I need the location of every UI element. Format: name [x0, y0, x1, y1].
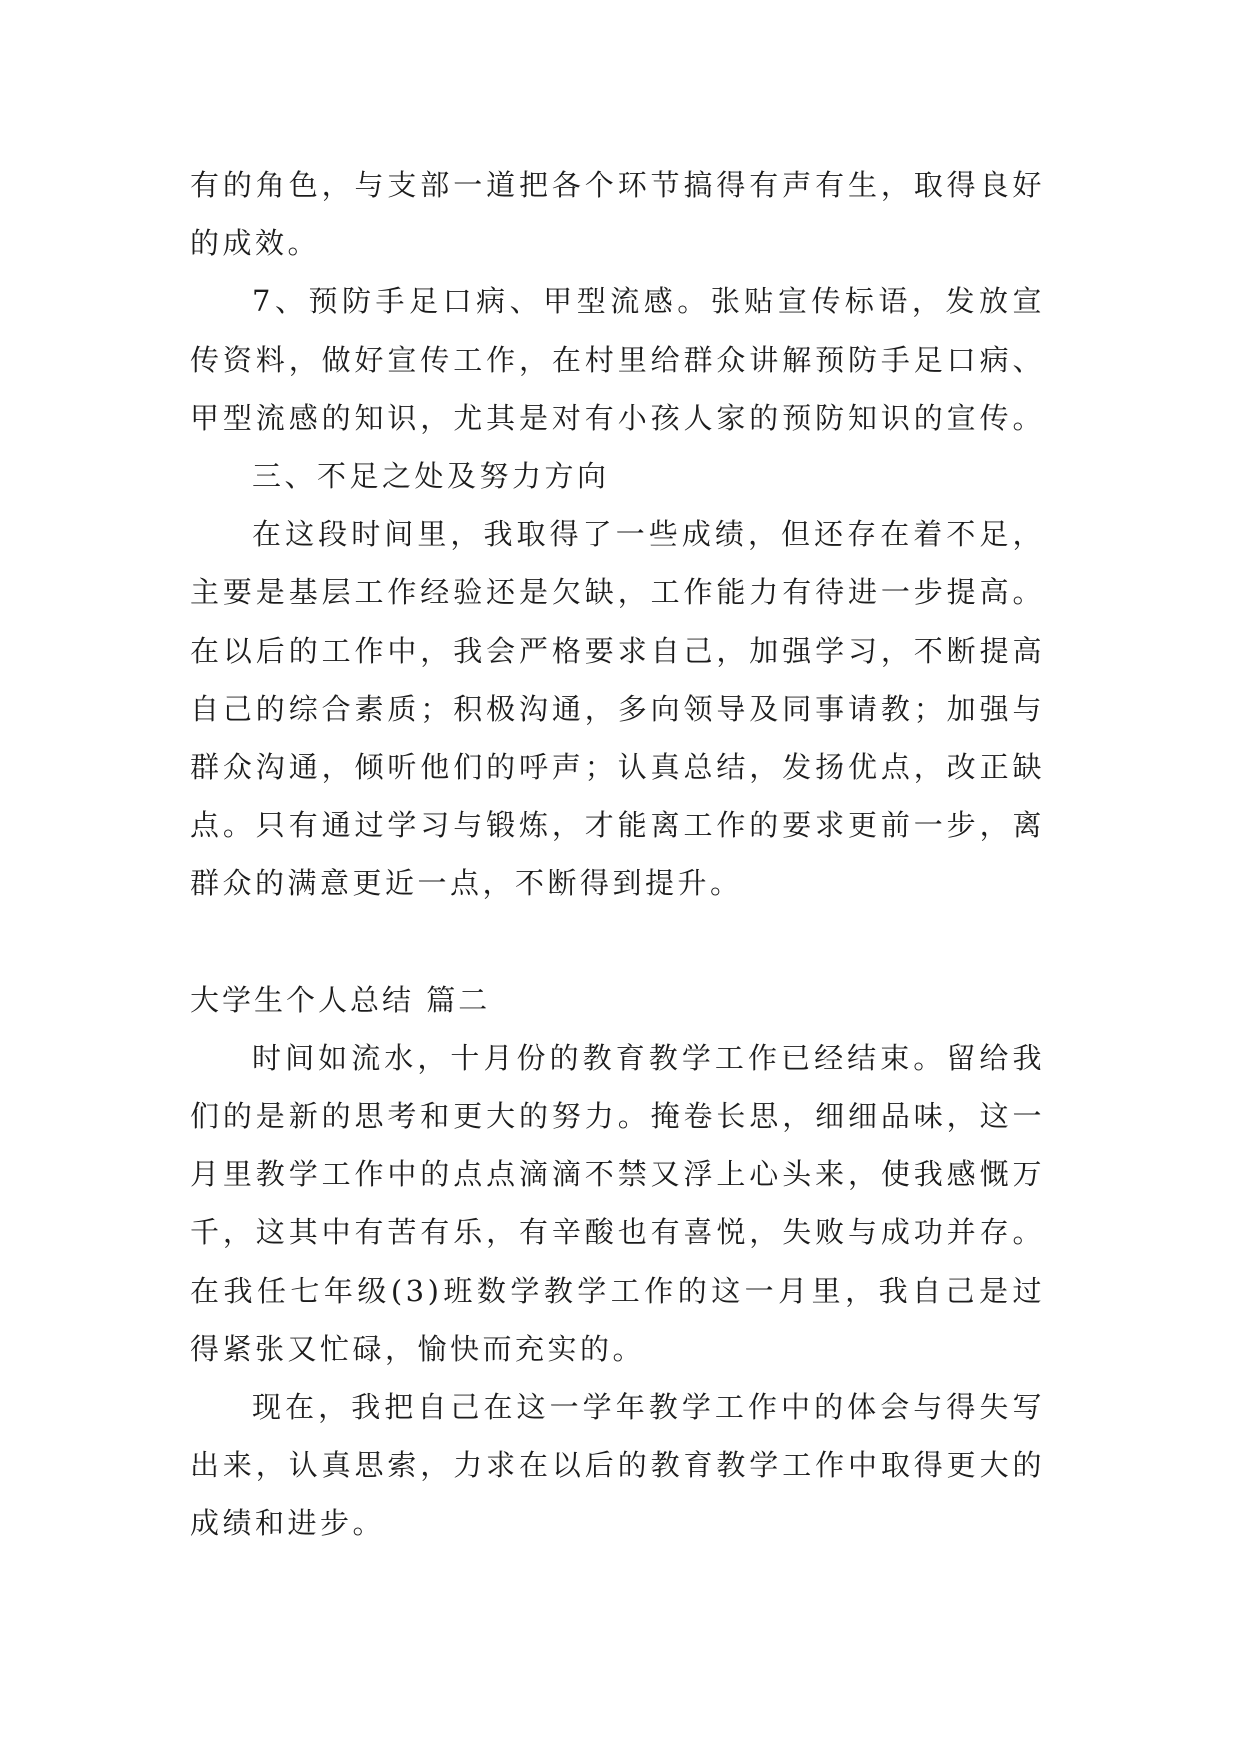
text-line: 在这段时间里，我取得了一些成绩，但还存在着不足， — [252, 517, 1045, 552]
text-line: 的成效。 — [190, 226, 321, 261]
text-line: 们的是新的思考和更大的努力。掩卷长思，细细品味，这一 — [190, 1099, 1045, 1133]
paragraph — [190, 156, 1045, 272]
document-body — [190, 156, 1045, 1553]
text-line: 点。只有通过学习与锻炼，才能离工作的要求更前一步，离 — [190, 808, 1045, 843]
text-line: 7、预防手足口病、甲型流感。张贴宣传标语，发放宣 — [252, 284, 1045, 319]
paragraph — [190, 1029, 1045, 1378]
text-line: 成绩和进步。 — [190, 1506, 386, 1541]
text-line: 主要是基层工作经验还是欠缺，工作能力有待进一步提高。 — [190, 575, 1045, 610]
text-line: 千，这其中有苦有乐，有辛酸也有喜悦，失败与成功并存。 — [190, 1215, 1045, 1250]
section-title: 大学生个人总结 篇二 — [190, 982, 491, 1017]
text-line: 传资料，做好宣传工作，在村里给群众讲解预防手足口病、 — [190, 342, 1045, 377]
text-line: 甲型流感的知识，尤其是对有小孩人家的预防知识的宣传。 — [190, 400, 1045, 435]
paragraph — [190, 505, 1045, 912]
text-line: 现在，我把自己在这一学年教学工作中的体会与得失写 — [252, 1389, 1045, 1424]
blank-line — [190, 912, 1045, 970]
text-line: 在以后的工作中，我会严格要求自己，加强学习，不断提高 — [190, 633, 1045, 668]
text-line: 群众的满意更近一点，不断得到提升。 — [190, 866, 743, 901]
text-line: 时间如流水，十月份的教育教学工作已经结束。留给我 — [252, 1040, 1045, 1075]
paragraph — [190, 272, 1045, 447]
paragraph — [190, 1378, 1045, 1553]
text-line: 自己的综合素质；积极沟通，多向领导及同事请教；加强与 — [190, 691, 1045, 726]
text-line: 在我任七年级(3)班数学教学工作的这一月里，我自己是过 — [190, 1273, 1045, 1308]
text-line: 群众沟通，倾听他们的呼声；认真总结，发扬优点，改正缺 — [190, 749, 1045, 784]
text-line: 有的角色，与支部一道把各个环节搞得有声有生，取得良好 — [190, 168, 1045, 202]
text-line: 得紧张又忙碌，愉快而充实的。 — [190, 1331, 646, 1366]
text-line: 月里教学工作中的点点滴滴不禁又浮上心头来，使我感慨万 — [190, 1157, 1045, 1192]
section-heading: 三、不足之处及努力方向 — [252, 458, 610, 493]
text-line: 出来，认真思索，力求在以后的教育教学工作中取得更大的 — [190, 1448, 1045, 1483]
